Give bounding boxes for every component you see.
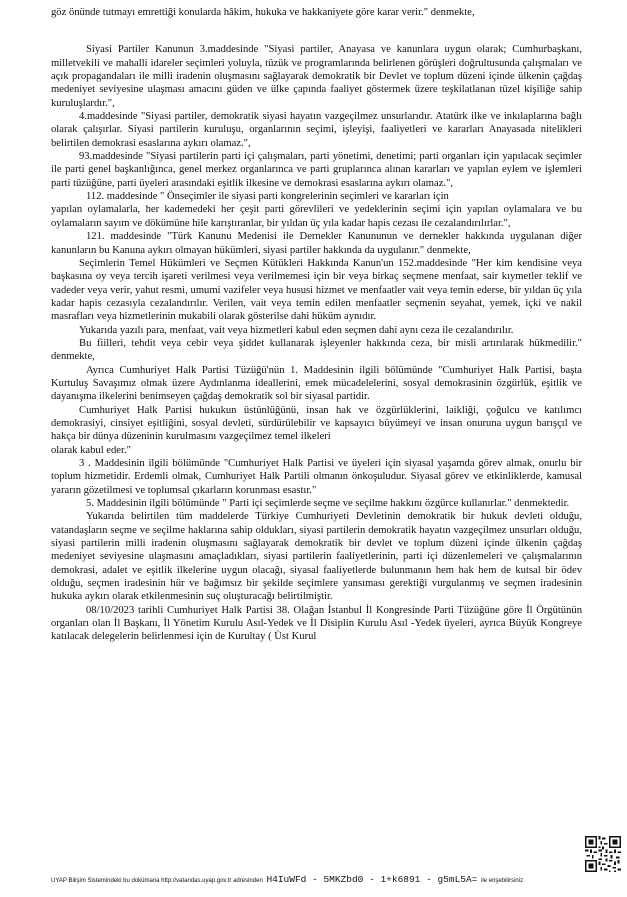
paragraph-5: 112. maddesinde " Önseçimler ile siyasi parti kongrelerinin seçimleri ve kararları için	[86, 191, 449, 203]
footer-prefix: UYAP Bilişim Sistemindeki bu dokümana http://vatandas.uyap.gov.tr adresinden	[51, 878, 263, 884]
paragraph-14: 3 . Maddesinin ilgili bölümünde "Cumhuriyet Halk Partisi ve üyeleri için siyasal yaşamda görev almak, onurlu bir toplum hizmetidir. Erdemli olmak, Cumhuriyet Halk Partili olmanın önkoşuludur. Siyasal görev ve etkinliklerde, kamusal yararın gözetilmesi ve toplumsal çıkarların korunması esastır."	[51, 458, 582, 496]
paragraph-7: 121. maddesinde "Türk Kanunu Medenisi ile Dernekler Kanununun ve dernekler hakkında uygulanan diğer kanunların bu Kanuna aykırı olmayan hükümleri, siyasi partiler hakkında da uygulanır." denmekte,	[51, 231, 582, 256]
paragraph-3: 4.maddesinde "Siyasi partiler, demokratik siyasi hayatın vazgeçilmez unsurlarıdır. Atatürk ilke ve inkılaplarına bağlı olarak çalışırlar. Siyasi partilerin kuruluşu, organlarının seçimi, işleyişi, faaliyetleri ve kararları Anayasada nitelikleri belirtilen demokrasi esaslarına aykırı olamaz.",	[51, 111, 582, 149]
qr-code-icon	[585, 836, 621, 872]
paragraph-10: Bu fiilleri, tehdit veya cebir veya şiddet kullanarak işleyenler hakkında ceza, bir misli artırılarak hükmedilir." denmekte,	[51, 337, 582, 363]
paragraph-15: 5. Maddesinin ilgili bölümünde " Parti içi seçimlerde seçme ve seçilme hakkını özgürce kullanırlar." denmektedir.	[86, 498, 570, 510]
paragraph-16: Yukarıda belirtilen tüm maddelerde Türkiye Cumhuriyeti Devletinin demokratik bir hukuk devleti olduğu, vatandaşların seçme ve seçilme haklarına sahip oldukları, siyasi partilerin demokratik hayatın vazgeçilmez unsurları olduğu, siyasi partilerin milli iradenin oluşmasını sağlayarak demokratik bir devlet ve toplum düzeni içinde ülkenin çağdaş medeniyet seviyesine ulaşmasını amaçladıkları, siyasi partilerin faaliyetlerinin, parti içi düzenlemeleri ve çalışmalarının demokrasi, adalet ve eşitlik ilkelerine uygun olacağı, siyasal faaliyetlerde bulunmanın hem hak hem de kutsal bir ödev olduğu, seçmen iradesinin hür ve bağımsız bir şekilde seçimlere yansıması gerektiği vurgulanmış ve seçmen iradesinin hukuka aykırı olarak etkilenmesinin suç oluşturacağı belirtilmiştir.	[51, 511, 582, 603]
paragraph-6: yapılan oylamalarla, her kademedeki her çeşit parti görevlileri ve yedeklerinin seçimi için yapılan oylamalara ve bu oylamaların sayım ve dökümüne hile karıştıranlar, bir yıldan üç yıla kadar hapis cezası ile cezalandırılırlar.",	[51, 204, 582, 229]
paragraph-13: olarak kabul eder."	[51, 444, 131, 456]
paragraph-12: Cumhuriyet Halk Partisi hukukun üstünlüğünü, insan hak ve özgürlüklerini, laikliği, çoğulcu ve katılımcı demokrasiyi, cinsiyet eşitliğini, sosyal devleti, sürdürülebilir ve kapsayıcı büyümeyi ve insan onuruna uygun barışçıl ve hakça bir dünya düzeninin kurulmasını vazgeçilmez temel ilkeleri	[51, 404, 582, 443]
paragraph-gap	[51, 19, 582, 43]
paragraph-2: Siyasi Partiler Kanunun 3.maddesinde "Siyasi partiler, Anayasa ve kanunlara uygun olarak; Cumhurbaşkanı, milletvekili ve mahalli idareler seçimleri yoluyla, tüzük ve programlarında belirlenen görüşleri doğrultusunda çalışmaları ve açık propagandaları ile milli iradenin oluşmasını sağlayarak demokratik bir Devlet ve toplum düzeni içinde ülkenin çağdaş medeniyet seviyesine ulaşması amacını güden ve ülke çapında faaliyet göstermek üzere teşkilatlanan tüzel kişiliğe sahip kuruluşlardır.",	[51, 44, 582, 109]
paragraph-11: Ayrıca Cumhuriyet Halk Partisi Tüzüğü'nün 1. Maddesinin ilgili bölümünde "Cumhuriyet Halk Partisi, başta Kurtuluş Savaşımız olmak üzere Aydınlanma ideallerini, emek mücadelelerini, sosyal demokrasinin özgürlük, eşitlik ve dayanışma ilkelerini benimseyen çağdaş demokratik sol bir siyasal partidir.	[51, 364, 582, 403]
verification-code: H4IuWFd - 5MKZbd0 - 1+k6891 - g5mL5A=	[266, 874, 478, 885]
paragraph-4: 93.maddesinde "Siyasi partilerin parti içi çalışmaları, parti yönetimi, denetimi; parti organları için yapılacak seçimler ile parti genel başkanlığınca, genel merkez organlarınca ve parti gruplarınca alınan kararları ve yapılan eylem ve işlemleri parti tüzüğüne, parti üyeleri arasındaki eşitlik ilkesine ve demokrasi esaslarına aykırı olamaz.",	[51, 151, 582, 189]
footer	[51, 874, 591, 887]
document-body	[51, 6, 582, 644]
footer-suffix: ile erişebilirsiniz	[481, 878, 524, 884]
paragraph-8: Seçimlerin Temel Hükümleri ve Seçmen Kütükleri Hakkında Kanun'un 152.maddesinde "Her kim kendisine veya başkasına oy veya tercih işareti verilmesi veya verilmemesi için bir veya birkaç seçmene menfaat, sair kıymetler teklif ve vadeder veya verir, yahut resmi, umumi vazifeler veya hususi hizmet ve menfaatler vait veya temin ederse, bir yıldan üç yıla kadar hapis cezasıyla cezalandırılır. Verilen, vait veya temin edilen menfaatler seçmenin seyahat, yemek, içki ve nakil masrafları veya hizmetlerinin mukabili olarak gösterilse dahi hüküm aynıdır.	[51, 257, 582, 323]
paragraph-17: 08/10/2023 tarihli Cumhuriyet Halk Partisi 38. Olağan İstanbul İl Kongresinde Parti Tüzüğüne göre İl Örgütünün organları olan İl Başkanı, İl Yönetim Kurulu Asıl-Yedek ve İl Disiplin Kurulu Asıl -Yedek üyeleri, ayrıca Büyük Kongreye katılacak delegelerin belirlenmesi için de Kurultay ( Üst Kurul	[51, 604, 582, 643]
paragraph-1: göz önünde tutmayı emrettiği konularda hâkim, hukuka ve hakkaniyete göre karar verir." denmekte,	[51, 7, 475, 18]
paragraph-9: Yukarıda yazılı para, menfaat, vait veya hizmetleri kabul eden seçmen dahi aynı ceza ile cezalandırılır.	[79, 324, 514, 336]
